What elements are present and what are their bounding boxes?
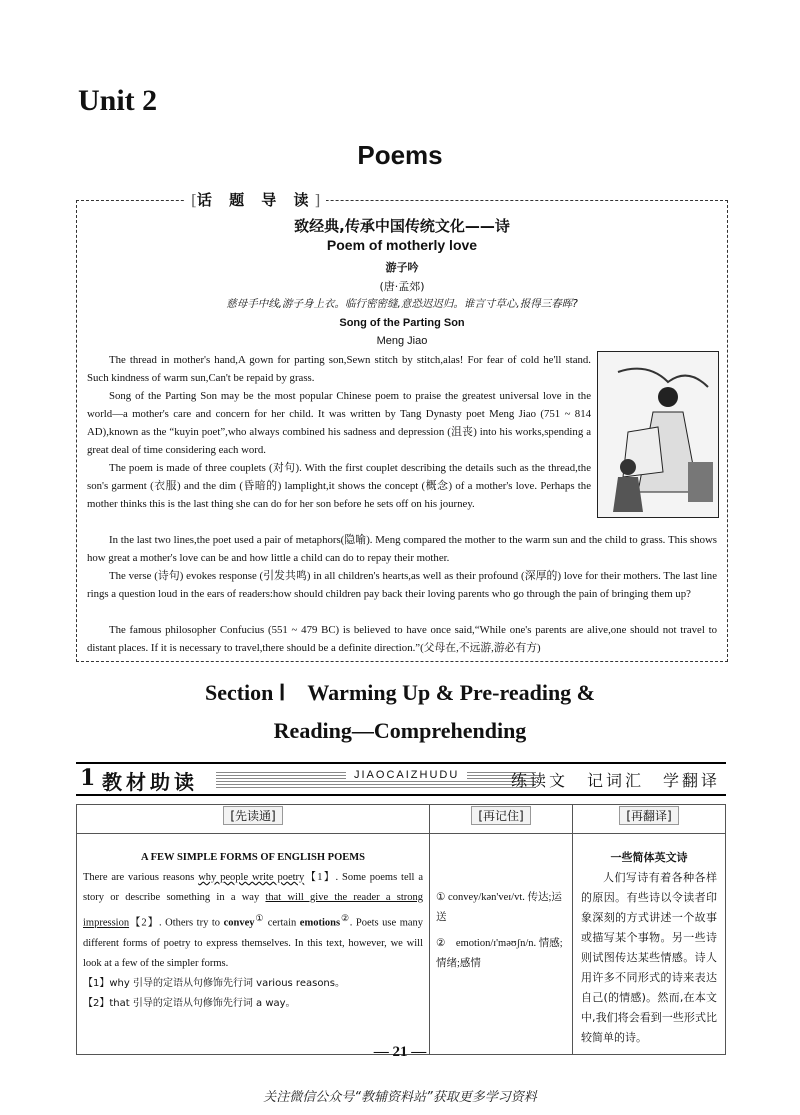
banner-subtitle: 练读文 记词汇 学翻译 xyxy=(510,771,720,790)
note-1: 【1】why 引导的定语从句修饰先行词 various reasons。 xyxy=(83,977,345,989)
translation-cell xyxy=(573,834,726,1055)
topic-heading-cn: 致经典,传承中国传统文化——诗 xyxy=(294,217,510,235)
vocab-item: ① convey/kən'veɪ/vt. 传达;运送 xyxy=(436,892,562,923)
topic-heading-en: Poem of motherly love xyxy=(326,237,478,253)
header-read xyxy=(77,805,430,834)
poem-title-en: Song of the Parting Son xyxy=(339,317,465,329)
topic-tag-label: 话 题 导 读 xyxy=(196,191,315,209)
reading-title: A FEW SIMPLE FORMS OF ENGLISH POEMS xyxy=(140,852,366,863)
poem-author-en: Meng Jiao xyxy=(376,335,428,347)
section-title-line-1: Section Ⅰ Warming Up & Pre-reading & xyxy=(204,680,596,705)
header-read-label: [先读通] xyxy=(223,806,282,825)
topic-paragraph: The famous philosopher Confucius (551 ~ 479 BC) is believed to have once said,“While one's parents are alive,one should not travel to distant places. If it is necessary to travel,there should be a definite direction.”(父母在,不远游,游必有方) xyxy=(87,624,717,654)
topic-paragraph: In the last two lines,the poet used a pair of metaphors(隐喻). Meng compared the mother to the warm sun and the child to grass. This shows how great a mother's love can be and how little a child can do to repay their mother. xyxy=(87,534,717,564)
translation-text: 人们写诗有着各种各样的原因。有些诗以令读者印象深刻的方式讲述一个故事或描写某个事物。另一些诗则试图传达某些情感。诗人用许多不同形式的诗来表达自己(的情感)。然而,在本文中,我们将会看到一些形式比较简单的诗。 xyxy=(581,871,717,1044)
vocab-item: ② emotion/ɪ'məʊʃn/n. 情感;情绪;感情 xyxy=(436,938,563,969)
topic-tag: [话 题 导 读] xyxy=(185,189,326,210)
vocab-cell xyxy=(430,834,573,1055)
banner-number: 1 xyxy=(80,765,96,791)
textbook-guide-banner xyxy=(76,762,726,796)
section-title-line-2: Reading—Comprehending xyxy=(273,718,527,743)
mother-sewing-illustration xyxy=(597,351,719,518)
page-number: — 21 — xyxy=(373,1044,427,1060)
reading-cell xyxy=(77,834,430,1055)
translation-title: 一些简体英文诗 xyxy=(610,851,688,864)
footer-note: 关注微信公众号“教辅资料站”获取更多学习资料 xyxy=(263,1090,537,1105)
topic-paragraph: The poem is made of three couplets (对句). With the first couplet describing the details such as the thread,the son's garment (衣服) and the dim (昏暗的) lamplight,it shows the concept (概念) of a mother's love. Perhaps the mother thinks this is the last thing she can do for her son before he sets off on his journey. xyxy=(87,462,591,510)
topic-paragraph: The thread in mother's hand,A gown for parting son,Sewn stitch by stitch,alas! For fear of cold he'll stand. Such kindness of warm sun,Can't be repaid by grass. xyxy=(87,354,591,384)
topic-guide-box xyxy=(76,191,728,662)
header-translate xyxy=(573,805,726,834)
unit-title: Unit 2 xyxy=(78,84,158,117)
reading-text: There are various reasons why people write poetry【1】. Some poems tell a story or describe something in a way that will give the reader a strong impression【2】. Others try to convey① certain emotions②. Poets use many different forms of poetry to express themselves. In this text, however, we will look at a few of the simpler forms. xyxy=(83,872,424,969)
topic-paragraph: Song of the Parting Son may be the most popular Chinese poem to praise the greatest universal love in the world—a mother's care and concern for her child. It was written by Tang Dynasty poet Meng Jiao (751 ~ 814 AD),known as the “kuyin poet”,who always combined his sadness and depression (沮丧) into his works,spending a great deal of time considering each word. xyxy=(87,390,591,456)
poem-author-cn: (唐·孟郊) xyxy=(379,280,425,293)
reading-table xyxy=(76,804,726,1055)
page-title: Poems xyxy=(357,140,443,170)
topic-paragraph: The verse (诗句) evokes response (引发共鸣) in all children's hearts,as well as their profound (深厚的) love for their mothers. The last line rings a question loud in the ears of readers:how should children pay back their loving parents who go through the pain of bringing them up? xyxy=(87,570,717,600)
note-2: 【2】that 引导的定语从句修饰先行词 a way。 xyxy=(83,997,296,1009)
poem-title-cn: 游子吟 xyxy=(385,261,419,274)
header-translate-label: [再翻译] xyxy=(619,806,678,825)
header-remember xyxy=(430,805,573,834)
banner-pinyin: JIAOCAIZHUDU xyxy=(346,769,467,781)
poem-text-cn: 慈母手中线,游子身上衣。临行密密缝,意恐迟迟归。谁言寸草心,报得三春晖? xyxy=(226,298,578,310)
banner-label: 教材助读 xyxy=(102,770,198,794)
header-remember-label: [再记住] xyxy=(471,806,530,825)
